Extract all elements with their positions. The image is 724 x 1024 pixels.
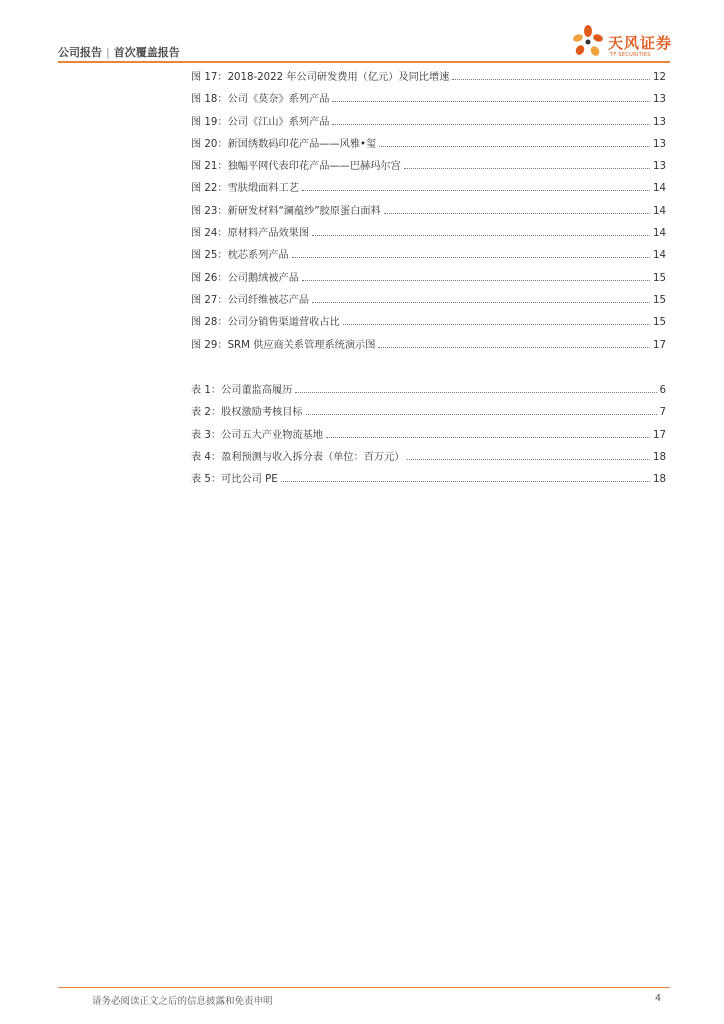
toc-page: 13 — [653, 161, 666, 173]
toc-label: 图 19：公司《江山》系列产品 — [191, 116, 330, 128]
toc-entry[interactable] — [191, 403, 666, 425]
toc-page: 12 — [653, 72, 666, 83]
toc-leader — [379, 146, 650, 147]
toc-label: 图 25：枕芯系列产品 — [191, 250, 289, 262]
toc-page: 17 — [653, 339, 666, 351]
toc-leader — [326, 437, 650, 438]
toc-entry[interactable] — [191, 113, 666, 135]
toc-entry[interactable] — [191, 68, 666, 90]
toc-label: 图 18：公司《莫奈》系列产品 — [191, 94, 330, 106]
toc-leader — [343, 324, 650, 325]
toc-label: 表 5：可比公司 PE — [191, 474, 278, 486]
toc-leader — [407, 459, 650, 460]
toc-page: 13 — [653, 116, 666, 128]
toc-leader — [292, 257, 650, 258]
toc-entry[interactable] — [191, 90, 666, 112]
toc-leader — [312, 302, 650, 303]
toc-label: 图 28：公司分销售渠道营收占比 — [191, 317, 340, 329]
toc-entry[interactable] — [191, 179, 666, 201]
toc-page: 14 — [653, 205, 666, 217]
report-type — [58, 44, 180, 60]
toc-leader — [312, 235, 650, 236]
toc-label: 图 27：公司纤维被芯产品 — [191, 294, 310, 306]
toc-page: 15 — [653, 272, 666, 284]
toc-page: 7 — [659, 407, 666, 419]
toc-page: 14 — [653, 228, 666, 240]
toc-label: 图 23：新研发材料“澜蕴纱”胶原蛋白面料 — [191, 205, 381, 217]
toc-entry[interactable] — [191, 426, 666, 448]
toc-label: 图 20：新国绣数码印花产品——风雅•玺 — [191, 138, 377, 150]
toc-label: 表 4：盈利预测与收入拆分表（单位：百万元） — [191, 451, 405, 463]
logo-text-cn: 天风证券 — [608, 34, 673, 52]
toc-label: 图 22：雪肤缎面料工艺 — [191, 183, 299, 195]
toc-leader — [378, 347, 650, 348]
logo-text-en: TF SECURITIES — [610, 52, 651, 58]
toc-entry[interactable] — [191, 313, 666, 335]
header-separator: | — [106, 46, 110, 59]
toc-page: 18 — [653, 474, 666, 486]
toc-label: 图 29：SRM 供应商关系管理系统演示图 — [191, 339, 376, 351]
toc-entry[interactable] — [191, 291, 666, 313]
toc-label: 图 21：独幅平网代表印花产品——巴赫玛尔宫 — [191, 161, 401, 173]
toc-entry[interactable] — [191, 246, 666, 268]
toc-entry[interactable] — [191, 336, 666, 358]
toc-leader — [384, 213, 650, 214]
toc-leader — [281, 481, 650, 482]
toc-leader — [295, 392, 656, 393]
toc-leader — [306, 414, 657, 415]
toc-entry[interactable] — [191, 381, 666, 403]
page-number: 4 — [655, 993, 662, 1004]
toc-page: 6 — [659, 385, 666, 396]
toc-label: 表 1：公司董监高履历 — [191, 385, 293, 396]
company-logo — [570, 24, 673, 60]
toc-page: 14 — [653, 250, 666, 262]
toc-label: 图 24：原材料产品效果图 — [191, 228, 310, 240]
toc-leader — [302, 280, 650, 281]
figure-list — [191, 68, 666, 358]
toc-entry[interactable] — [191, 269, 666, 291]
toc-entry[interactable] — [191, 224, 666, 246]
toc-leader — [332, 101, 650, 102]
toc-page: 15 — [653, 294, 666, 306]
table-list — [191, 381, 666, 492]
toc-page: 15 — [653, 317, 666, 329]
tf-flower-icon — [570, 24, 606, 60]
toc-leader — [302, 190, 650, 191]
toc-entry[interactable] — [191, 135, 666, 157]
toc-label: 图 26：公司鹅绒被产品 — [191, 272, 299, 284]
report-subcategory: 首次覆盖报告 — [113, 46, 180, 59]
header-rule — [58, 61, 670, 63]
toc-page: 13 — [653, 138, 666, 150]
toc-leader — [332, 124, 650, 125]
footer-disclaimer: 请务必阅读正文之后的信息披露和免责申明 — [92, 996, 273, 1007]
toc-entry[interactable] — [191, 202, 666, 224]
toc-leader — [452, 79, 650, 80]
toc-entry[interactable] — [191, 157, 666, 179]
toc-page: 18 — [653, 451, 666, 463]
toc-page: 17 — [653, 429, 666, 441]
toc-entry[interactable] — [191, 448, 666, 470]
toc-leader — [404, 168, 650, 169]
toc-page: 13 — [653, 94, 666, 106]
toc-label: 图 17：2018-2022 年公司研发费用（亿元）及同比增速 — [191, 72, 450, 83]
footer-rule — [58, 987, 670, 988]
toc-page: 14 — [653, 183, 666, 195]
report-category: 公司报告 — [58, 46, 102, 59]
toc-entry[interactable] — [191, 470, 666, 492]
toc-label: 表 2：股权激励考核目标 — [191, 407, 303, 419]
toc-label: 表 3：公司五大产业物流基地 — [191, 429, 323, 441]
